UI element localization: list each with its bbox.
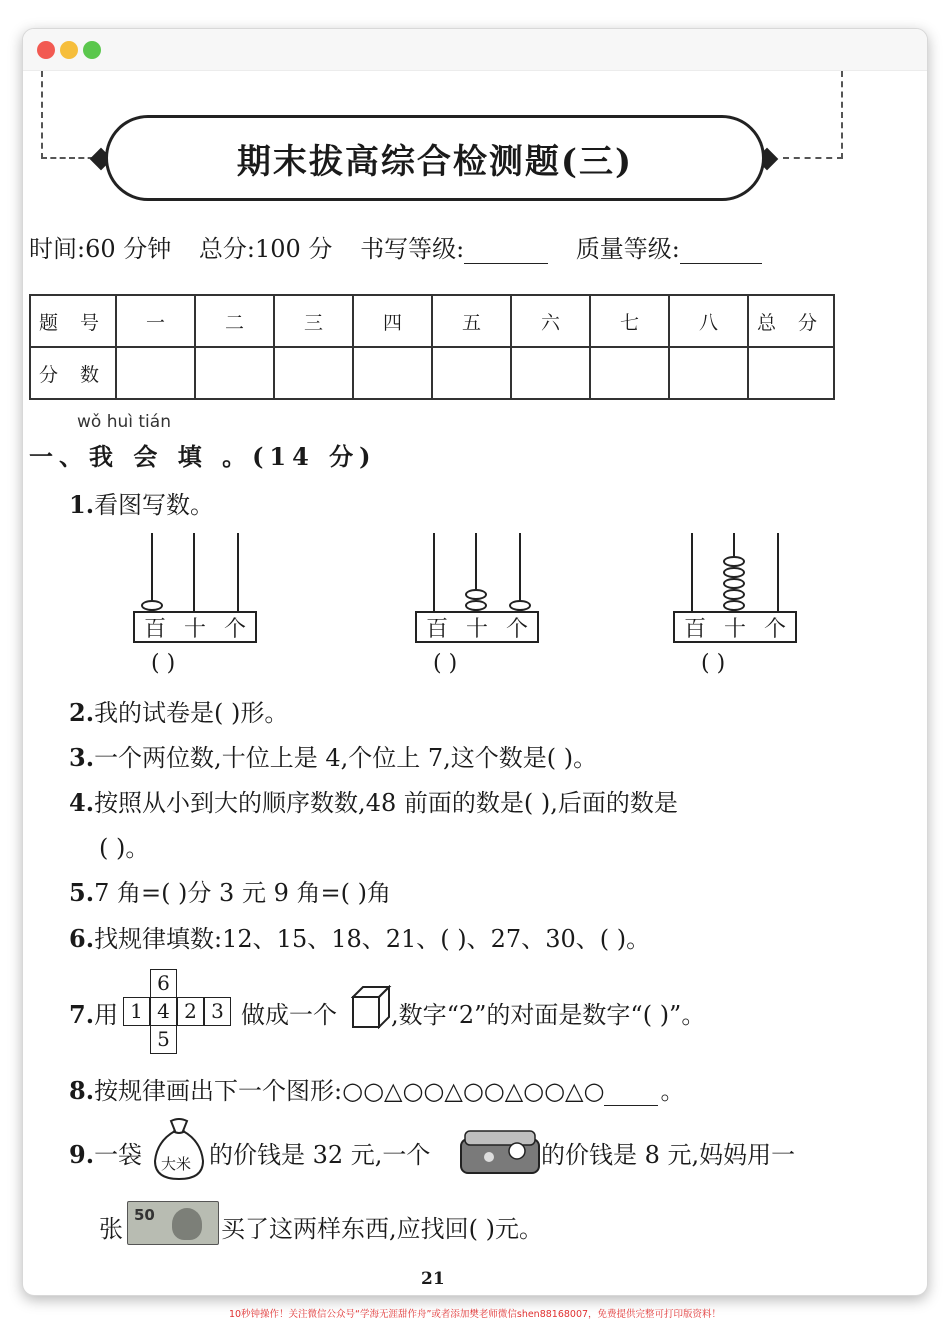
abacus-rod xyxy=(193,533,195,613)
question-7-middle: 做成一个 xyxy=(241,1001,337,1029)
question-number: 8. xyxy=(69,1076,95,1105)
question-text: 一袋 xyxy=(94,1141,143,1169)
abacus-rod xyxy=(433,533,435,613)
question-9 xyxy=(69,1135,142,1170)
question-end: 。 xyxy=(660,1077,685,1105)
answer-blank[interactable]: ( ) xyxy=(433,651,458,676)
question-text: 7 角=( )分 3 元 9 角=( )角 xyxy=(94,879,391,907)
score-cell[interactable] xyxy=(511,347,590,399)
net-cell-6: 6 xyxy=(150,969,177,998)
score-row-label: 分 数 xyxy=(30,347,116,399)
table-header-cell: 一 xyxy=(116,295,195,347)
abacus-label-ones: 个 xyxy=(223,616,246,642)
abacus-bead xyxy=(465,600,487,611)
table-header-cell: 总 分 xyxy=(748,295,834,347)
question-number: 6. xyxy=(69,924,95,953)
quality-grade-label: 质量等级: xyxy=(575,235,680,263)
question-3 xyxy=(69,738,597,773)
net-cell-3: 3 xyxy=(204,997,231,1026)
question-9-part3: 的价钱是 8 元,妈妈用一 xyxy=(541,1141,796,1169)
question-1 xyxy=(69,485,214,520)
table-header-cell: 四 xyxy=(353,295,432,347)
abacus-bead xyxy=(723,600,745,611)
window-titlebar xyxy=(23,29,927,71)
question-number: 9. xyxy=(69,1140,95,1169)
question-7-suffix: ,数字“2”的对面是数字“( )”。 xyxy=(391,1001,706,1029)
score-cell[interactable] xyxy=(590,347,669,399)
question-text: 找规律填数:12、15、18、21、( )、27、30、( )。 xyxy=(94,925,651,953)
banknote-icon xyxy=(127,1201,219,1245)
abacus-label-tens: 十 xyxy=(465,616,488,642)
section-pinyin: wǒ huì tián xyxy=(77,412,171,432)
abacus-1 xyxy=(133,533,263,683)
minimize-window-button[interactable] xyxy=(60,41,78,59)
abacus-bead xyxy=(723,589,745,600)
question-text: 按照从小到大的顺序数数,48 前面的数是( ),后面的数是 xyxy=(94,789,678,817)
question-text: 一个两位数,十位上是 4,个位上 7,这个数是( )。 xyxy=(94,744,598,772)
close-window-button[interactable] xyxy=(37,41,55,59)
writing-grade-label: 书写等级: xyxy=(360,235,465,263)
table-header-cell: 题 号 xyxy=(30,295,116,347)
writing-grade-blank xyxy=(464,240,548,264)
pencil-case-icon xyxy=(459,1127,541,1177)
banknote-portrait xyxy=(172,1208,202,1240)
rice-bag-label: 大米 xyxy=(161,1155,192,1173)
score-table-header-row xyxy=(30,295,834,347)
abacus-label-ones: 个 xyxy=(763,616,786,642)
question-number: 1. xyxy=(69,490,95,519)
question-8 xyxy=(69,1071,684,1106)
table-header-cell: 二 xyxy=(195,295,274,347)
cube-net xyxy=(123,969,243,1059)
table-header-cell: 八 xyxy=(669,295,748,347)
question-prefix: 用 xyxy=(94,1001,119,1029)
cube-icon xyxy=(351,985,393,1029)
abacus-frame xyxy=(673,611,797,643)
score-cell[interactable] xyxy=(748,347,834,399)
question-number: 2. xyxy=(69,698,95,727)
question-number: 4. xyxy=(69,788,95,817)
exam-info xyxy=(29,229,782,264)
abacus-bead xyxy=(723,578,745,589)
question-9-part2: 的价钱是 32 元,一个 xyxy=(209,1141,431,1169)
net-cell-1: 1 xyxy=(123,997,150,1026)
abacus-frame xyxy=(133,611,257,643)
score-cell[interactable] xyxy=(274,347,353,399)
abacus-label-hundreds: 百 xyxy=(143,616,166,642)
answer-blank[interactable]: ( ) xyxy=(151,651,176,676)
abacus-bead xyxy=(723,567,745,578)
question-6 xyxy=(69,919,650,954)
abacus-rod xyxy=(691,533,693,613)
question-2 xyxy=(69,693,288,728)
question-4 xyxy=(69,783,678,818)
score-table-score-row xyxy=(30,347,834,399)
score-cell[interactable] xyxy=(353,347,432,399)
table-header-cell: 三 xyxy=(274,295,353,347)
table-header-cell: 五 xyxy=(432,295,511,347)
banner-dashed-frame-right xyxy=(783,71,843,159)
question-number: 7. xyxy=(69,1000,95,1029)
shape-answer-blank[interactable] xyxy=(604,1082,658,1106)
table-header-cell: 六 xyxy=(511,295,590,347)
question-5 xyxy=(69,873,391,908)
score-cell[interactable] xyxy=(669,347,748,399)
total-score-label: 总分:100 分 xyxy=(198,235,333,263)
score-cell[interactable] xyxy=(116,347,195,399)
net-cell-2: 2 xyxy=(177,997,204,1026)
abacus-bead xyxy=(465,589,487,600)
score-table xyxy=(29,294,835,400)
score-cell[interactable] xyxy=(432,347,511,399)
page-title: 期末拔高综合检测题(三) xyxy=(236,141,634,182)
banner-dashed-frame-left xyxy=(41,71,103,159)
question-text: 我的试卷是( )形。 xyxy=(94,699,289,727)
question-text: 看图写数。 xyxy=(94,491,215,519)
question-number: 5. xyxy=(69,878,95,907)
abacus-2 xyxy=(415,533,545,683)
section-title: 一、我 会 填 。(14 分) xyxy=(29,442,377,471)
score-cell[interactable] xyxy=(195,347,274,399)
title-banner xyxy=(105,115,765,201)
abacus-label-hundreds: 百 xyxy=(683,616,706,642)
question-9-part4: 张 xyxy=(99,1215,123,1243)
table-header-cell: 七 xyxy=(590,295,669,347)
abacus-bead xyxy=(509,600,531,611)
maximize-window-button[interactable] xyxy=(83,41,101,59)
abacus-label-tens: 十 xyxy=(183,616,206,642)
abacus-bead xyxy=(723,556,745,567)
document-window xyxy=(22,28,928,1296)
footer-watermark: 10秒钟操作！关注微信公众号“学海无涯甜作舟”或者添加樊老师微信shen88168007，免费提供完整可打印版资料！ xyxy=(228,1309,722,1320)
answer-blank[interactable]: ( ) xyxy=(701,651,726,676)
question-number: 3. xyxy=(69,743,95,772)
abacus-rod xyxy=(777,533,779,613)
question-9-part5: 买了这两样东西,应找回( )元。 xyxy=(221,1215,543,1243)
abacus-label-hundreds: 百 xyxy=(425,616,448,642)
quality-grade-blank xyxy=(680,240,762,264)
abacus-frame xyxy=(415,611,539,643)
time-label: 时间:60 分钟 xyxy=(29,235,172,263)
question-7 xyxy=(69,995,118,1030)
question-4-continued: ( )。 xyxy=(99,834,150,862)
net-cell-5: 5 xyxy=(150,1025,177,1054)
banknote-value: 50 xyxy=(134,1206,155,1224)
abacus-bead xyxy=(141,600,163,611)
abacus-label-tens: 十 xyxy=(723,616,746,642)
abacus-label-ones: 个 xyxy=(505,616,528,642)
question-text: 按规律画出下一个图形:○○△○○△○○△○○△○ xyxy=(94,1077,605,1105)
abacus-rod xyxy=(237,533,239,613)
net-cell-4: 4 xyxy=(150,997,177,1026)
page-number: 21 xyxy=(421,1269,445,1289)
abacus-3 xyxy=(673,533,803,683)
